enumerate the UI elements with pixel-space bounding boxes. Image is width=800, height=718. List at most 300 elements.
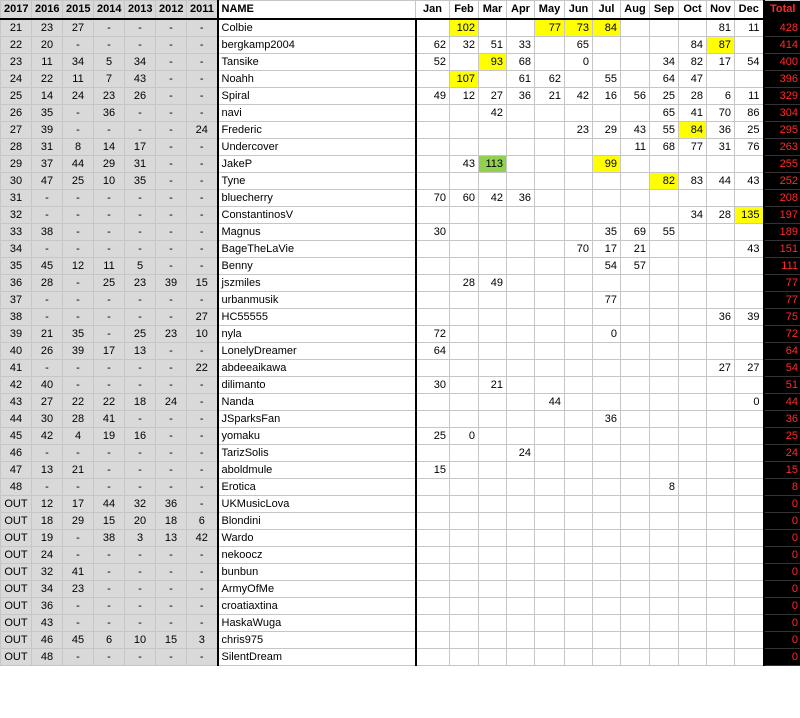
cell-month-feb[interactable]: [450, 53, 479, 70]
cell-year-2012[interactable]: -: [156, 189, 187, 206]
cell-month-feb[interactable]: [450, 240, 479, 257]
header-month-dec[interactable]: Dec: [735, 1, 764, 19]
cell-year-2014[interactable]: 7: [94, 70, 125, 87]
cell-month-nov[interactable]: 27: [707, 359, 735, 376]
cell-month-may[interactable]: [535, 104, 565, 121]
cell-year-2014[interactable]: -: [94, 461, 125, 478]
cell-month-nov[interactable]: [707, 274, 735, 291]
cell-month-nov[interactable]: [707, 223, 735, 240]
cell-month-feb[interactable]: [450, 529, 479, 546]
cell-year-2013[interactable]: -: [125, 19, 156, 37]
cell-month-feb[interactable]: 102: [450, 19, 479, 37]
cell-month-apr[interactable]: [507, 512, 535, 529]
cell-year-2015[interactable]: -: [63, 546, 94, 563]
cell-name[interactable]: ArmyOfMe: [218, 580, 416, 597]
cell-month-jan[interactable]: [416, 410, 450, 427]
cell-year-2013[interactable]: 32: [125, 495, 156, 512]
cell-month-jul[interactable]: 16: [593, 87, 621, 104]
cell-name[interactable]: Magnus: [218, 223, 416, 240]
cell-year-2015[interactable]: 11: [63, 70, 94, 87]
cell-month-jun[interactable]: [565, 444, 593, 461]
cell-month-jan[interactable]: 30: [416, 376, 450, 393]
cell-year-2012[interactable]: 39: [156, 274, 187, 291]
cell-month-nov[interactable]: [707, 648, 735, 665]
cell-year-2016[interactable]: -: [32, 444, 63, 461]
cell-month-jun[interactable]: [565, 580, 593, 597]
cell-month-apr[interactable]: 24: [507, 444, 535, 461]
cell-year-2017[interactable]: 35: [1, 257, 32, 274]
cell-year-2016[interactable]: -: [32, 206, 63, 223]
cell-year-2016[interactable]: 46: [32, 631, 63, 648]
cell-year-2011[interactable]: 10: [187, 325, 218, 342]
cell-year-2011[interactable]: -: [187, 342, 218, 359]
cell-year-2011[interactable]: -: [187, 461, 218, 478]
cell-month-jun[interactable]: [565, 70, 593, 87]
cell-month-aug[interactable]: [621, 648, 650, 665]
cell-year-2015[interactable]: 39: [63, 342, 94, 359]
cell-total[interactable]: 208: [764, 189, 800, 206]
cell-month-dec[interactable]: 39: [735, 308, 764, 325]
cell-month-jun[interactable]: [565, 461, 593, 478]
cell-month-feb[interactable]: [450, 563, 479, 580]
cell-month-may[interactable]: [535, 53, 565, 70]
cell-month-jan[interactable]: [416, 529, 450, 546]
cell-year-2015[interactable]: -: [63, 444, 94, 461]
cell-month-dec[interactable]: [735, 410, 764, 427]
cell-month-feb[interactable]: [450, 291, 479, 308]
cell-month-may[interactable]: [535, 427, 565, 444]
cell-year-2017[interactable]: 25: [1, 87, 32, 104]
cell-year-2014[interactable]: -: [94, 189, 125, 206]
cell-month-apr[interactable]: [507, 155, 535, 172]
cell-month-jan[interactable]: 64: [416, 342, 450, 359]
cell-year-2012[interactable]: 13: [156, 529, 187, 546]
cell-month-feb[interactable]: [450, 359, 479, 376]
cell-year-2015[interactable]: -: [63, 529, 94, 546]
cell-total[interactable]: 0: [764, 512, 800, 529]
cell-month-mar[interactable]: [479, 342, 507, 359]
cell-year-2014[interactable]: -: [94, 376, 125, 393]
cell-month-mar[interactable]: [479, 478, 507, 495]
cell-month-mar[interactable]: [479, 359, 507, 376]
cell-month-sep[interactable]: [650, 427, 679, 444]
cell-month-feb[interactable]: [450, 614, 479, 631]
cell-month-apr[interactable]: [507, 648, 535, 665]
cell-month-feb[interactable]: [450, 393, 479, 410]
cell-year-2016[interactable]: -: [32, 308, 63, 325]
cell-month-sep[interactable]: [650, 631, 679, 648]
cell-month-jul[interactable]: [593, 53, 621, 70]
cell-year-2017[interactable]: 21: [1, 19, 32, 37]
cell-year-2013[interactable]: -: [125, 104, 156, 121]
cell-month-feb[interactable]: 32: [450, 36, 479, 53]
cell-name[interactable]: urbanmusik: [218, 291, 416, 308]
cell-month-oct[interactable]: [679, 478, 707, 495]
cell-year-2016[interactable]: -: [32, 291, 63, 308]
cell-year-2015[interactable]: 22: [63, 393, 94, 410]
cell-year-2015[interactable]: -: [63, 308, 94, 325]
cell-month-dec[interactable]: [735, 461, 764, 478]
cell-year-2016[interactable]: 20: [32, 36, 63, 53]
cell-month-may[interactable]: [535, 223, 565, 240]
cell-name[interactable]: bunbun: [218, 563, 416, 580]
cell-month-sep[interactable]: [650, 376, 679, 393]
cell-month-oct[interactable]: [679, 274, 707, 291]
cell-month-feb[interactable]: [450, 648, 479, 665]
cell-month-apr[interactable]: [507, 291, 535, 308]
cell-month-dec[interactable]: 43: [735, 172, 764, 189]
cell-year-2014[interactable]: -: [94, 478, 125, 495]
cell-year-2014[interactable]: 5: [94, 53, 125, 70]
cell-total[interactable]: 255: [764, 155, 800, 172]
cell-year-2013[interactable]: 34: [125, 53, 156, 70]
cell-year-2017[interactable]: OUT: [1, 546, 32, 563]
cell-month-jun[interactable]: 42: [565, 87, 593, 104]
cell-month-oct[interactable]: [679, 342, 707, 359]
cell-month-oct[interactable]: 83: [679, 172, 707, 189]
cell-month-feb[interactable]: [450, 444, 479, 461]
cell-year-2014[interactable]: 38: [94, 529, 125, 546]
cell-year-2012[interactable]: 15: [156, 631, 187, 648]
cell-year-2012[interactable]: -: [156, 70, 187, 87]
cell-month-nov[interactable]: [707, 546, 735, 563]
cell-month-sep[interactable]: [650, 189, 679, 206]
cell-month-jun[interactable]: [565, 614, 593, 631]
cell-month-may[interactable]: [535, 461, 565, 478]
cell-year-2014[interactable]: -: [94, 291, 125, 308]
cell-name[interactable]: Wardo: [218, 529, 416, 546]
cell-month-oct[interactable]: 28: [679, 87, 707, 104]
cell-month-dec[interactable]: [735, 648, 764, 665]
cell-year-2015[interactable]: -: [63, 376, 94, 393]
cell-month-sep[interactable]: 25: [650, 87, 679, 104]
cell-month-may[interactable]: 62: [535, 70, 565, 87]
cell-month-dec[interactable]: [735, 155, 764, 172]
cell-year-2016[interactable]: 18: [32, 512, 63, 529]
cell-year-2017[interactable]: OUT: [1, 631, 32, 648]
cell-month-may[interactable]: [535, 580, 565, 597]
cell-year-2014[interactable]: 29: [94, 155, 125, 172]
cell-month-jul[interactable]: [593, 274, 621, 291]
cell-year-2015[interactable]: 12: [63, 257, 94, 274]
cell-month-apr[interactable]: [507, 597, 535, 614]
cell-month-feb[interactable]: 28: [450, 274, 479, 291]
cell-year-2016[interactable]: 11: [32, 53, 63, 70]
cell-month-aug[interactable]: [621, 206, 650, 223]
cell-year-2014[interactable]: 36: [94, 104, 125, 121]
cell-month-jun[interactable]: 65: [565, 36, 593, 53]
cell-month-jan[interactable]: [416, 648, 450, 665]
cell-month-jan[interactable]: [416, 614, 450, 631]
cell-year-2012[interactable]: -: [156, 19, 187, 37]
cell-month-jun[interactable]: [565, 274, 593, 291]
header-year-2013[interactable]: 2013: [125, 1, 156, 19]
cell-month-aug[interactable]: [621, 410, 650, 427]
cell-month-oct[interactable]: [679, 155, 707, 172]
cell-name[interactable]: HaskaWuga: [218, 614, 416, 631]
cell-month-mar[interactable]: [479, 393, 507, 410]
cell-year-2013[interactable]: 43: [125, 70, 156, 87]
cell-year-2011[interactable]: 6: [187, 512, 218, 529]
cell-month-jan[interactable]: [416, 104, 450, 121]
cell-month-jan[interactable]: [416, 512, 450, 529]
cell-month-sep[interactable]: [650, 410, 679, 427]
cell-year-2017[interactable]: 45: [1, 427, 32, 444]
cell-year-2011[interactable]: -: [187, 70, 218, 87]
cell-month-nov[interactable]: [707, 461, 735, 478]
cell-month-oct[interactable]: [679, 376, 707, 393]
cell-month-mar[interactable]: [479, 223, 507, 240]
cell-year-2015[interactable]: 44: [63, 155, 94, 172]
cell-year-2015[interactable]: 35: [63, 325, 94, 342]
cell-year-2016[interactable]: 12: [32, 495, 63, 512]
cell-month-dec[interactable]: [735, 274, 764, 291]
cell-year-2017[interactable]: OUT: [1, 512, 32, 529]
header-year-2012[interactable]: 2012: [156, 1, 187, 19]
cell-month-may[interactable]: [535, 206, 565, 223]
cell-year-2014[interactable]: -: [94, 563, 125, 580]
cell-year-2011[interactable]: -: [187, 427, 218, 444]
cell-total[interactable]: 36: [764, 410, 800, 427]
cell-month-mar[interactable]: [479, 631, 507, 648]
cell-month-oct[interactable]: [679, 461, 707, 478]
cell-year-2017[interactable]: 44: [1, 410, 32, 427]
cell-month-mar[interactable]: [479, 495, 507, 512]
cell-year-2015[interactable]: 21: [63, 461, 94, 478]
cell-month-may[interactable]: [535, 546, 565, 563]
cell-month-may[interactable]: [535, 631, 565, 648]
cell-month-dec[interactable]: [735, 189, 764, 206]
cell-year-2016[interactable]: -: [32, 189, 63, 206]
cell-year-2014[interactable]: 41: [94, 410, 125, 427]
cell-month-dec[interactable]: [735, 291, 764, 308]
cell-month-nov[interactable]: [707, 376, 735, 393]
cell-month-nov[interactable]: [707, 325, 735, 342]
cell-year-2011[interactable]: -: [187, 648, 218, 665]
cell-year-2014[interactable]: 15: [94, 512, 125, 529]
cell-month-nov[interactable]: [707, 563, 735, 580]
cell-year-2011[interactable]: -: [187, 393, 218, 410]
cell-year-2012[interactable]: -: [156, 308, 187, 325]
cell-year-2017[interactable]: 28: [1, 138, 32, 155]
cell-year-2017[interactable]: OUT: [1, 529, 32, 546]
cell-month-mar[interactable]: [479, 121, 507, 138]
cell-month-feb[interactable]: [450, 597, 479, 614]
cell-year-2014[interactable]: -: [94, 597, 125, 614]
cell-month-jun[interactable]: [565, 138, 593, 155]
cell-month-sep[interactable]: [650, 495, 679, 512]
header-year-2016[interactable]: 2016: [32, 1, 63, 19]
cell-month-dec[interactable]: [735, 512, 764, 529]
cell-month-jun[interactable]: [565, 546, 593, 563]
cell-year-2012[interactable]: -: [156, 223, 187, 240]
cell-month-jul[interactable]: 54: [593, 257, 621, 274]
cell-month-jul[interactable]: [593, 529, 621, 546]
cell-year-2017[interactable]: 43: [1, 393, 32, 410]
cell-year-2012[interactable]: -: [156, 342, 187, 359]
cell-month-jan[interactable]: [416, 393, 450, 410]
cell-name[interactable]: bergkamp2004: [218, 36, 416, 53]
cell-month-apr[interactable]: [507, 410, 535, 427]
cell-month-jun[interactable]: [565, 631, 593, 648]
cell-year-2016[interactable]: 22: [32, 70, 63, 87]
cell-month-sep[interactable]: [650, 19, 679, 37]
header-total[interactable]: Total: [764, 1, 800, 19]
cell-year-2011[interactable]: 3: [187, 631, 218, 648]
cell-month-jan[interactable]: [416, 597, 450, 614]
cell-month-sep[interactable]: [650, 546, 679, 563]
cell-year-2012[interactable]: -: [156, 172, 187, 189]
cell-year-2011[interactable]: -: [187, 138, 218, 155]
cell-year-2017[interactable]: 29: [1, 155, 32, 172]
cell-month-jun[interactable]: 73: [565, 19, 593, 37]
cell-year-2017[interactable]: 22: [1, 36, 32, 53]
cell-year-2015[interactable]: -: [63, 104, 94, 121]
cell-month-apr[interactable]: [507, 563, 535, 580]
cell-year-2017[interactable]: 27: [1, 121, 32, 138]
cell-year-2016[interactable]: 27: [32, 393, 63, 410]
cell-month-jul[interactable]: [593, 36, 621, 53]
cell-year-2012[interactable]: 24: [156, 393, 187, 410]
cell-year-2013[interactable]: -: [125, 36, 156, 53]
cell-month-may[interactable]: [535, 155, 565, 172]
cell-month-aug[interactable]: [621, 512, 650, 529]
cell-month-apr[interactable]: [507, 546, 535, 563]
cell-name[interactable]: Benny: [218, 257, 416, 274]
cell-month-sep[interactable]: [650, 257, 679, 274]
cell-year-2015[interactable]: -: [63, 614, 94, 631]
cell-month-jun[interactable]: 70: [565, 240, 593, 257]
cell-name[interactable]: abdeeaikawa: [218, 359, 416, 376]
cell-month-jun[interactable]: [565, 189, 593, 206]
cell-month-jul[interactable]: [593, 138, 621, 155]
cell-month-jan[interactable]: 25: [416, 427, 450, 444]
cell-year-2015[interactable]: -: [63, 648, 94, 665]
cell-month-nov[interactable]: [707, 189, 735, 206]
cell-year-2016[interactable]: 13: [32, 461, 63, 478]
cell-month-dec[interactable]: [735, 495, 764, 512]
cell-year-2012[interactable]: -: [156, 138, 187, 155]
cell-month-oct[interactable]: [679, 529, 707, 546]
cell-month-mar[interactable]: [479, 512, 507, 529]
cell-month-dec[interactable]: [735, 325, 764, 342]
cell-month-mar[interactable]: [479, 257, 507, 274]
cell-month-jan[interactable]: [416, 308, 450, 325]
cell-month-dec[interactable]: 0: [735, 393, 764, 410]
cell-month-jul[interactable]: [593, 206, 621, 223]
cell-year-2013[interactable]: 20: [125, 512, 156, 529]
cell-month-mar[interactable]: [479, 240, 507, 257]
cell-month-mar[interactable]: [479, 410, 507, 427]
cell-year-2012[interactable]: -: [156, 478, 187, 495]
cell-year-2014[interactable]: -: [94, 444, 125, 461]
cell-month-aug[interactable]: [621, 53, 650, 70]
cell-month-nov[interactable]: [707, 597, 735, 614]
cell-month-jun[interactable]: [565, 359, 593, 376]
cell-month-jan[interactable]: [416, 359, 450, 376]
cell-month-jan[interactable]: [416, 291, 450, 308]
cell-year-2012[interactable]: -: [156, 410, 187, 427]
cell-month-nov[interactable]: [707, 427, 735, 444]
cell-year-2014[interactable]: -: [94, 19, 125, 37]
cell-month-jul[interactable]: 36: [593, 410, 621, 427]
cell-month-jan[interactable]: [416, 495, 450, 512]
cell-month-may[interactable]: [535, 138, 565, 155]
cell-year-2013[interactable]: -: [125, 291, 156, 308]
cell-month-dec[interactable]: 54: [735, 53, 764, 70]
cell-month-oct[interactable]: [679, 240, 707, 257]
cell-month-may[interactable]: [535, 563, 565, 580]
cell-month-feb[interactable]: 60: [450, 189, 479, 206]
cell-total[interactable]: 15: [764, 461, 800, 478]
cell-name[interactable]: Tansike: [218, 53, 416, 70]
cell-month-feb[interactable]: [450, 172, 479, 189]
cell-year-2011[interactable]: -: [187, 87, 218, 104]
cell-total[interactable]: 0: [764, 529, 800, 546]
cell-month-dec[interactable]: [735, 597, 764, 614]
cell-month-sep[interactable]: [650, 512, 679, 529]
cell-month-aug[interactable]: [621, 614, 650, 631]
cell-month-mar[interactable]: [479, 563, 507, 580]
cell-month-nov[interactable]: 36: [707, 308, 735, 325]
cell-month-jan[interactable]: 52: [416, 53, 450, 70]
cell-year-2016[interactable]: 28: [32, 274, 63, 291]
cell-month-nov[interactable]: [707, 410, 735, 427]
cell-month-jan[interactable]: [416, 240, 450, 257]
cell-year-2012[interactable]: -: [156, 291, 187, 308]
cell-month-may[interactable]: [535, 36, 565, 53]
cell-month-oct[interactable]: [679, 325, 707, 342]
cell-year-2015[interactable]: -: [63, 291, 94, 308]
cell-month-jun[interactable]: [565, 393, 593, 410]
cell-month-apr[interactable]: 61: [507, 70, 535, 87]
cell-month-jul[interactable]: 29: [593, 121, 621, 138]
cell-month-feb[interactable]: [450, 325, 479, 342]
cell-month-apr[interactable]: [507, 206, 535, 223]
cell-month-oct[interactable]: [679, 546, 707, 563]
cell-month-jul[interactable]: [593, 563, 621, 580]
cell-year-2013[interactable]: -: [125, 121, 156, 138]
cell-year-2011[interactable]: 15: [187, 274, 218, 291]
cell-name[interactable]: ConstantinosV: [218, 206, 416, 223]
cell-month-sep[interactable]: [650, 648, 679, 665]
cell-month-jul[interactable]: [593, 444, 621, 461]
cell-month-mar[interactable]: [479, 19, 507, 37]
cell-month-may[interactable]: [535, 240, 565, 257]
cell-month-aug[interactable]: [621, 444, 650, 461]
cell-total[interactable]: 24: [764, 444, 800, 461]
cell-month-oct[interactable]: [679, 563, 707, 580]
cell-year-2015[interactable]: 23: [63, 580, 94, 597]
cell-month-aug[interactable]: [621, 546, 650, 563]
cell-month-apr[interactable]: 36: [507, 189, 535, 206]
cell-year-2011[interactable]: -: [187, 478, 218, 495]
cell-month-mar[interactable]: [479, 461, 507, 478]
cell-month-aug[interactable]: [621, 597, 650, 614]
cell-year-2012[interactable]: -: [156, 104, 187, 121]
cell-year-2013[interactable]: -: [125, 461, 156, 478]
cell-total[interactable]: 396: [764, 70, 800, 87]
cell-month-apr[interactable]: 68: [507, 53, 535, 70]
cell-month-apr[interactable]: [507, 376, 535, 393]
cell-month-feb[interactable]: [450, 495, 479, 512]
cell-month-oct[interactable]: [679, 393, 707, 410]
cell-name[interactable]: bluecherry: [218, 189, 416, 206]
cell-total[interactable]: 77: [764, 291, 800, 308]
cell-year-2013[interactable]: -: [125, 580, 156, 597]
cell-total[interactable]: 263: [764, 138, 800, 155]
cell-month-mar[interactable]: [479, 597, 507, 614]
